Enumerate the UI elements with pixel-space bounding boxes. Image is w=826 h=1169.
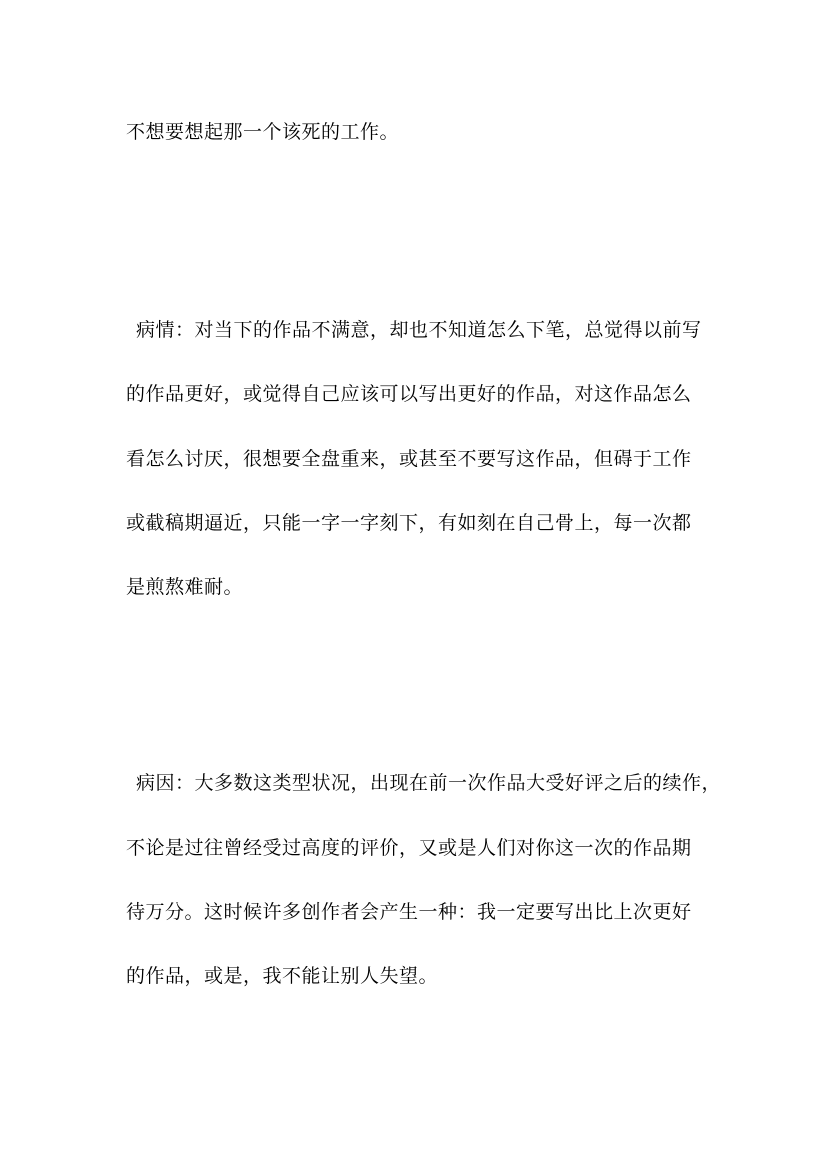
cause-line: 待万分。这时候许多创作者会产生一种：我一定要写出比上次更好 [126, 901, 692, 923]
cause-line: 的作品，或是，我不能让别人失望。 [126, 965, 439, 987]
symptom-line: 看怎么讨厌，很想要全盘重来，或甚至不要写这作品，但碍于工作 [126, 448, 692, 470]
symptom-line: 的作品更好，或觉得自己应该可以写出更好的作品，对这作品怎么 [126, 383, 692, 405]
cause-line: 病因：大多数这类型状况，出现在前一次作品大受好评之后的续作， [136, 772, 722, 794]
cause-line: 不论是过往曾经受过高度的评价，又或是人们对你这一次的作品期 [126, 837, 692, 859]
symptom-line: 是煎熬难耐。 [126, 576, 244, 598]
symptom-line: 病情：对当下的作品不满意，却也不知道怎么下笔，总觉得以前写 [136, 319, 702, 341]
intro-line: 不想要想起那一个该死的工作。 [126, 121, 400, 143]
symptom-line: 或截稿期逼近，只能一字一字刻下，有如刻在自己骨上，每一次都 [126, 512, 692, 534]
